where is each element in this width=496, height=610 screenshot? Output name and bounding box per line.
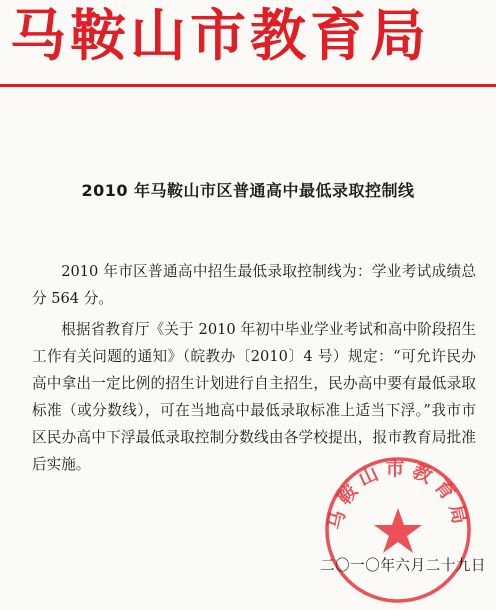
masthead-org-name: 马鞍山市教育局 xyxy=(10,4,430,69)
paragraph-1: 2010 年市区普通高中招生最低录取控制线为：学业考试成绩总分 564 分。 xyxy=(32,263,476,307)
document-date: 二〇一〇年六月二十九日 xyxy=(319,557,486,574)
document-title: 2010 年马鞍山市区普通高中最低录取控制线 xyxy=(81,181,415,200)
masthead-divider xyxy=(0,84,496,87)
paragraph-2: 根据省教育厅《关于 2010 年初中毕业学业考试和高中阶段招生工作有关问题的通知》（皖教办〔2010〕4 号）规定：“可允许民办高中拿出一定比例的招生计划进行自主招生，民办高中要有最低录取标准（或分数线），可在当地高中最低录取标准上适当下浮。”我市市区民办高中下浮最低录取控制分数线由各学校提出，报市教育局批准后实施。 xyxy=(32,321,476,473)
seal-text: 马鞍山市教育局 xyxy=(324,458,472,532)
